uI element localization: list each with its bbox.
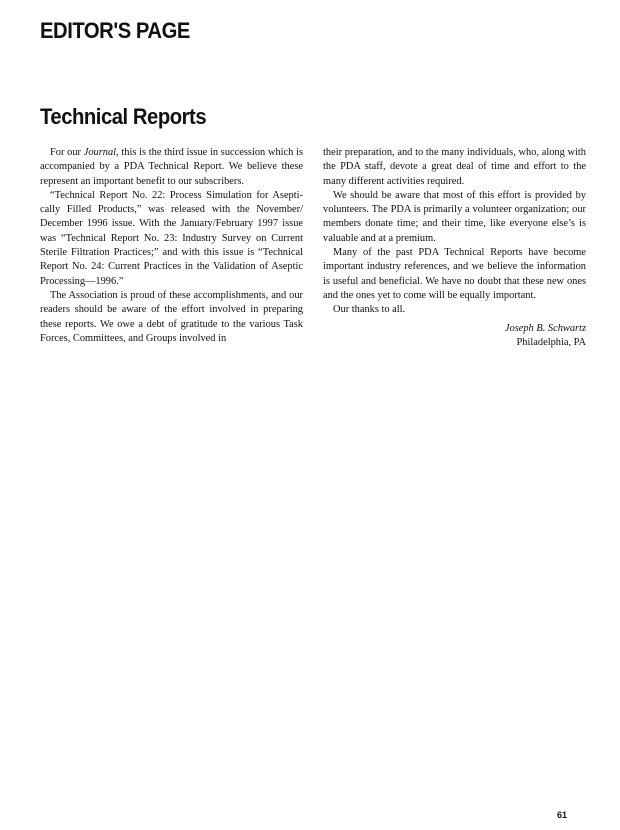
author-name: Joseph B. Schwartz: [504, 322, 586, 334]
section-header: EDITOR'S PAGE: [40, 18, 190, 43]
article-left-column: [40, 146, 303, 346]
author-location: Philadelphia, PA: [516, 336, 586, 348]
paragraph-1-body: this is the third issue in succession which is accompanied by a PDA Technical Report. We believe these represent an important benefit to our subscribers.: [40, 147, 303, 187]
paragraph-6: Our thanks to all.: [333, 304, 406, 316]
signature-block: [323, 322, 586, 351]
paragraph-1-lead: For our: [50, 147, 84, 158]
paragraph-1: [40, 146, 303, 189]
article-title: Technical Reports: [40, 104, 207, 129]
journal-name: Journal,: [83, 147, 119, 158]
article-right-column: [323, 146, 586, 350]
paragraph-3: The Association is proud of these accomplishments, and our readers should be aware of the effort involved in preparing these reports. We owe a debt of gratitude to the various Task Forces, Committees, and Groups involved in: [40, 289, 303, 344]
paragraph-4: We should be aware that most of this effort is provided by volunteers. The PDA is primarily a volunteer organization; our members donate time; and their time, like everyone else’s is valuable and at a premium.: [323, 189, 586, 244]
paragraph-5: Many of the past PDA Technical Reports have become important industry references, and we believe the information is useful and beneficial. We have no doubt that these new ones and the ones yet to come will be equally important.: [323, 247, 586, 301]
paragraph-3-continued: their preparation, and to the many individuals, who, along with the PDA staff, devote a great deal of time and effort to the many different activities required.: [323, 147, 586, 187]
paragraph-2: “Technical Report No. 22: Process Simulation for Aseptically Filled Products,” was released with the November/​December 1996 issue. With the January/February 1997 issue was “Technical Report No. 23: Industry Survey on Current Sterile Filtration Practices;” and with this issue is “Technical Report No. 24: Current Practices in the Validation of Aseptic Processing—1996.”: [40, 189, 303, 287]
page-number: 61: [557, 810, 568, 820]
